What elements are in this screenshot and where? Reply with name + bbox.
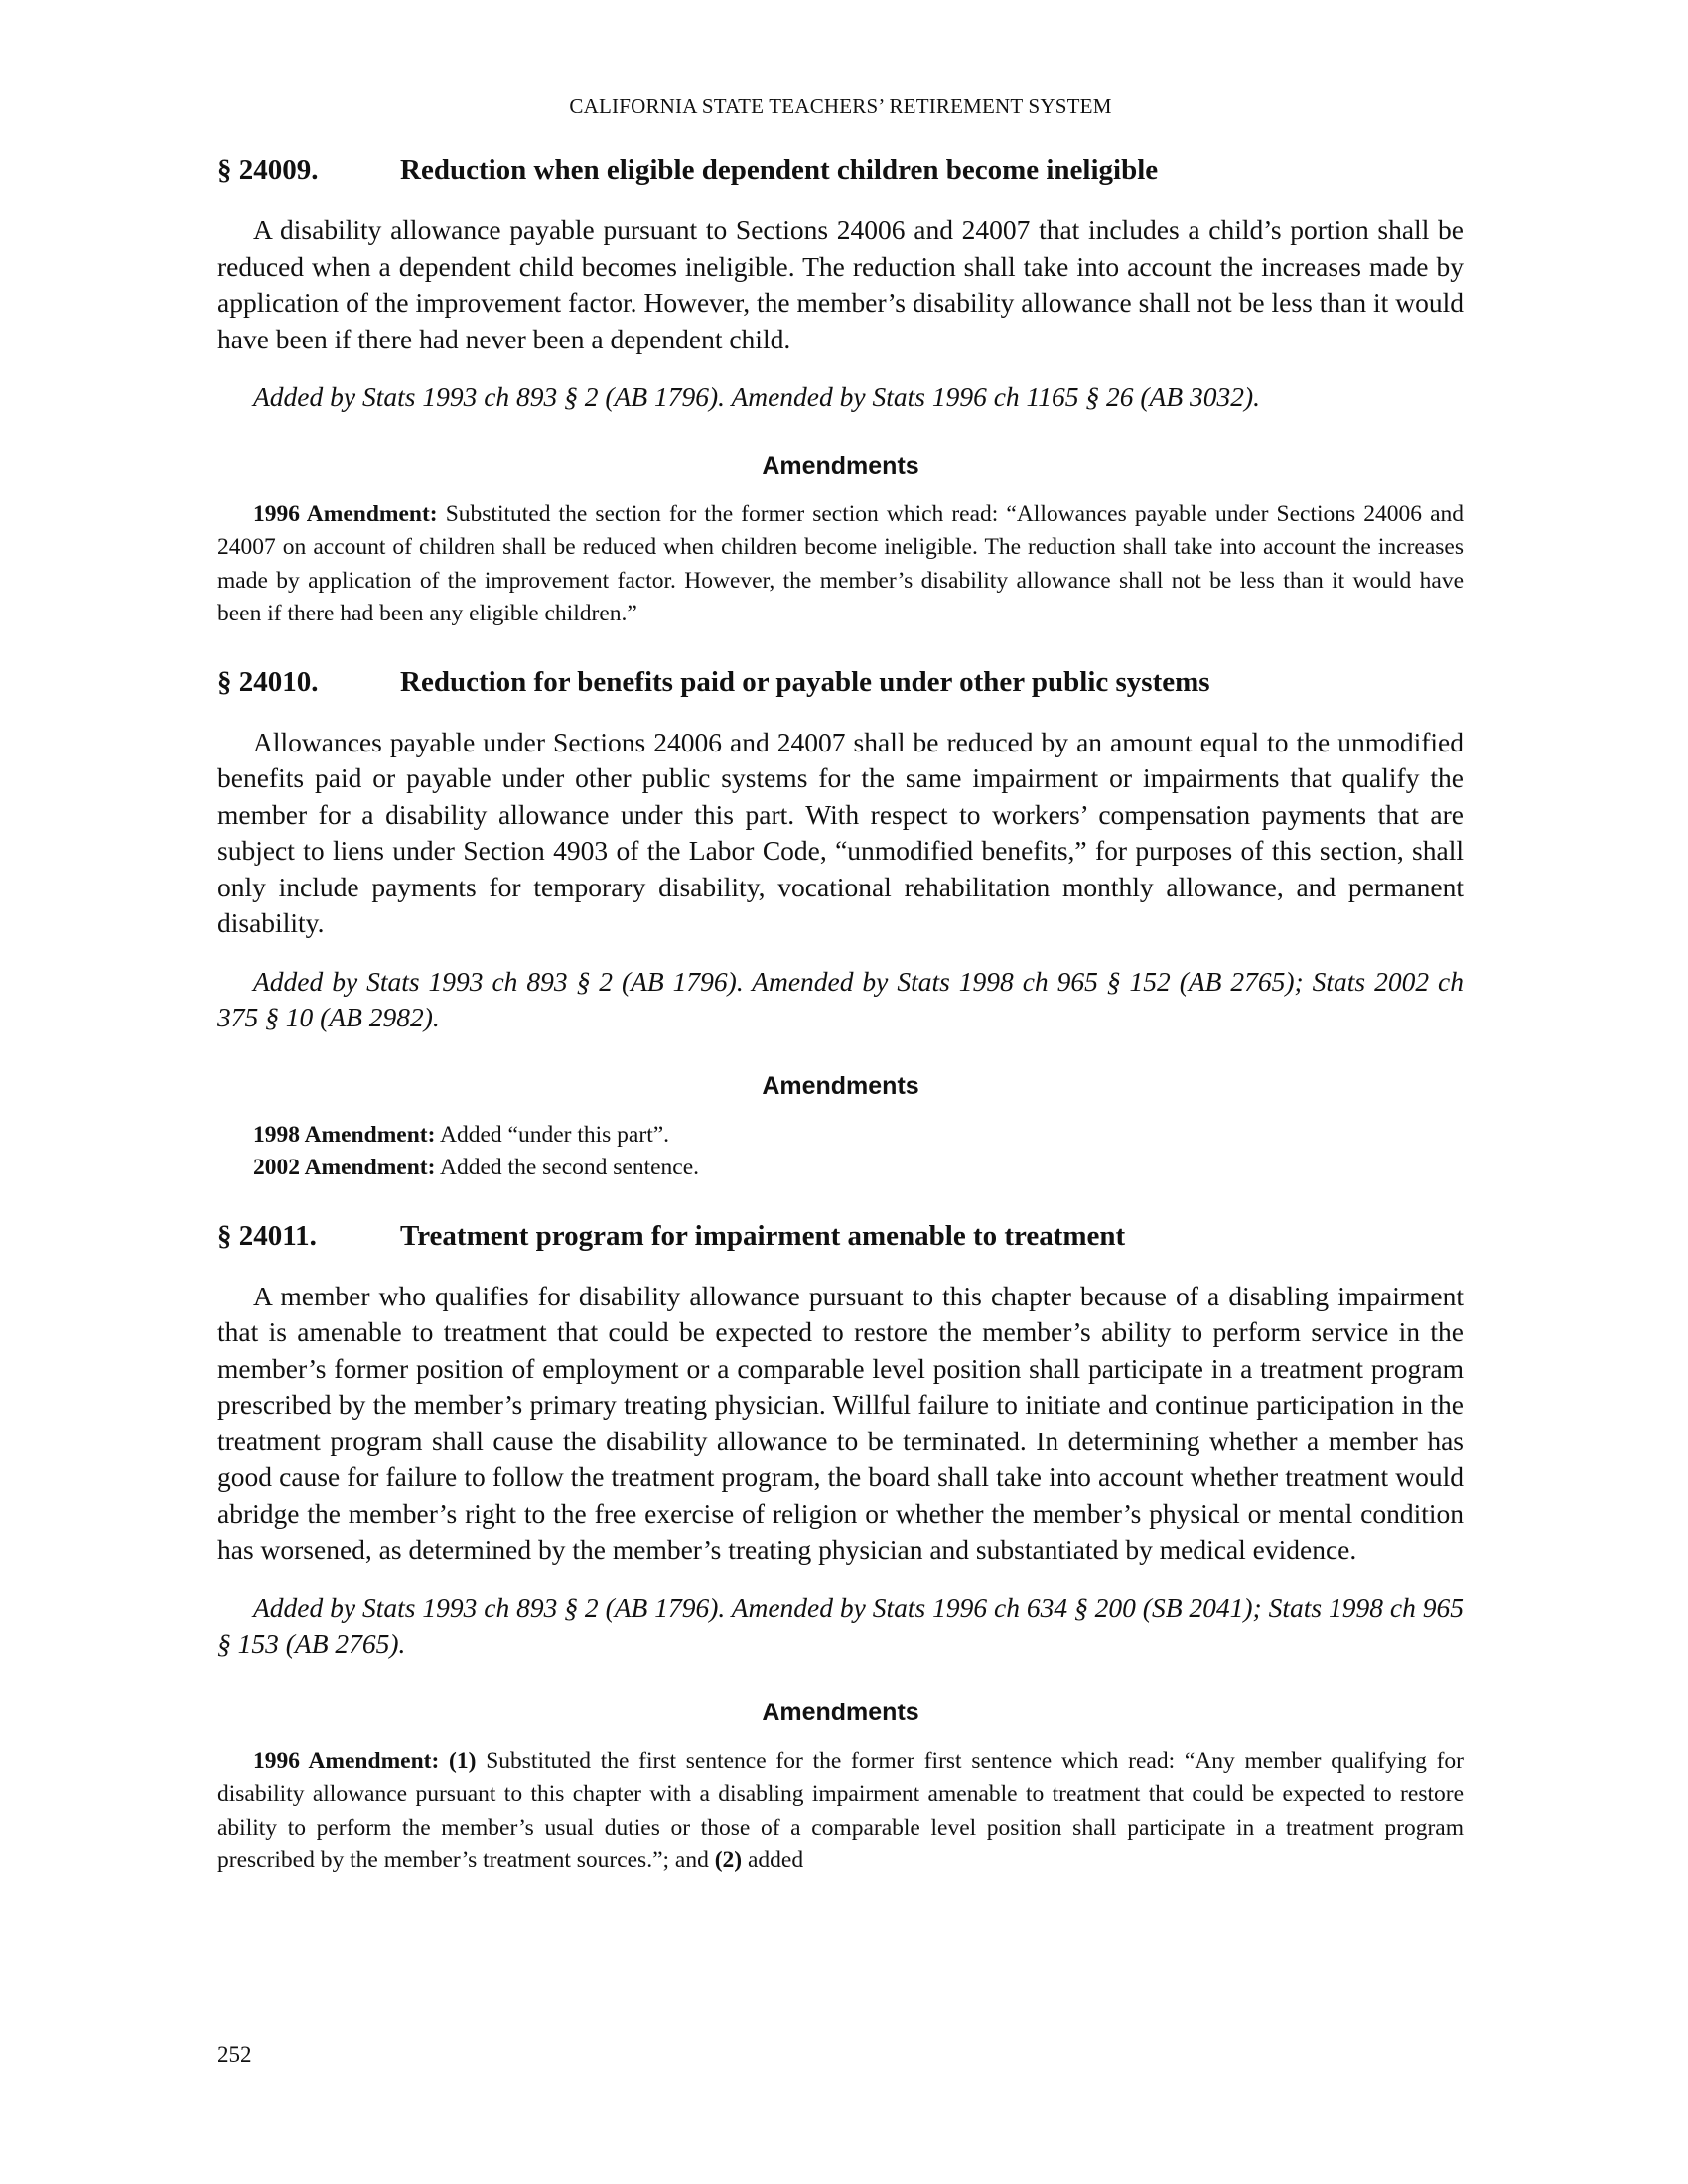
running-head: CALIFORNIA STATE TEACHERS’ RETIREMENT SYSTEM <box>569 94 1112 118</box>
amendment-text: Substituted the first sentence for the former first sentence which read: “Any member qualifying for disability allowance pursuant to this chapter with a disabling impairment amenable to treatment that could be expected to restore ability to perform the member’s usual duties or those of a comparable level position shall participate in a treatment program prescribed by the member’s treatment sources.”; and <box>217 1747 1464 1873</box>
section-24009 <box>217 153 1464 631</box>
section-history: Added by Stats 1993 ch 893 § 2 (AB 1796). Amended by Stats 1998 ch 965 § 152 (AB 2765); Stats 2002 ch 375 § 10 (AB 2982). <box>217 965 1464 1032</box>
amendments-heading: Amendments <box>762 451 919 479</box>
section-heading <box>217 1219 1464 1253</box>
section-body: A disability allowance payable pursuant to Sections 24006 and 24007 that includes a child’s portion shall be reduced when a dependent child becomes ineligible. The reduction shall take into account the increases made by application of the improvement factor. However, the member’s disability allowance shall not be less than it would have been if there had never been a dependent child. <box>217 214 1464 354</box>
section-heading <box>217 665 1464 699</box>
section-title: Treatment program for impairment amenable to treatment <box>400 1219 1126 1252</box>
amendment-note <box>217 1152 1464 1185</box>
section-number: § 24010. <box>217 665 319 698</box>
amendment-text-continued: added <box>748 1847 804 1873</box>
section-number: § 24011. <box>217 1219 317 1252</box>
section-24010 <box>217 665 1464 1185</box>
section-title: Reduction when eligible dependent children become ineligible <box>400 154 1159 186</box>
section-body: A member who qualifies for disability allowance pursuant to this chapter because of a disabling impairment that is amenable to treatment that could be expected to restore the member’s ability to perform service in the member’s former position of employment or a comparable level position shall participate in a treatment program prescribed by the member’s primary treating physician. Willful failure to initiate and continue participation in the treatment program shall cause the disability allowance to be terminated. In determining whether a member has good cause for failure to follow the treatment program, the board shall take into account whether treatment would abridge the member’s right to the free exercise of religion or whether the member’s physical or mental condition has worsened, as determined by the member’s treating physician and substantiated by medical evidence. <box>217 1280 1464 1565</box>
amendment-text: Added the second sentence. <box>440 1155 700 1180</box>
amendment-text: Substituted the section for the former section which read: “Allowances payable under Sections 24006 and 24007 on account of children shall be reduced when children become ineligible. The reduction shall take into account the increases made by application of the improvement factor. However, the member’s disability allowance shall not be less than it would have been if there had been any eligible children.” <box>217 500 1465 626</box>
document-page <box>217 94 1464 1912</box>
amendment-text: Added “under this part”. <box>440 1121 670 1148</box>
section-24011 <box>217 1219 1464 1878</box>
amendment-marker: (2) <box>714 1847 743 1873</box>
section-title: Reduction for benefits paid or payable under other public systems <box>400 665 1210 698</box>
section-history: Added by Stats 1993 ch 893 § 2 (AB 1796). Amended by Stats 1996 ch 1165 § 26 (AB 3032). <box>253 381 1261 412</box>
amendment-label: 2002 Amendment: <box>253 1155 436 1180</box>
amendments-heading: Amendments <box>762 1071 919 1100</box>
section-heading <box>217 153 1464 187</box>
section-history: Added by Stats 1993 ch 893 § 2 (AB 1796). Amended by Stats 1996 ch 634 § 200 (SB 2041); Stats 1998 ch 965 § 153 (AB 2765). <box>217 1591 1464 1659</box>
amendment-note <box>217 1119 1464 1153</box>
amendment-label: 1998 Amendment: <box>253 1121 436 1148</box>
amendment-label: 1996 Amendment: <box>253 1747 440 1774</box>
amendment-label: 1996 Amendment: <box>253 500 438 527</box>
section-body: Allowances payable under Sections 24006 and 24007 shall be reduced by an amount equal to the unmodified benefits paid or payable under other public systems for the same impairment or impairments that qualify the member for a disability allowance under this part. With respect to workers’ compensation payments that are subject to liens under Section 4903 of the Labor Code, “unmodified benefits,” for purposes of this section, shall only include payments for temporary disability, vocational rehabilitation monthly allowance, and permanent disability. <box>217 726 1464 938</box>
amendments-heading: Amendments <box>762 1698 919 1726</box>
section-number: § 24009. <box>217 154 319 186</box>
amendment-note <box>217 498 1464 631</box>
amendment-note <box>217 1745 1464 1878</box>
page-number: 252 <box>217 2042 252 2067</box>
amendment-marker: (1) <box>449 1747 477 1774</box>
